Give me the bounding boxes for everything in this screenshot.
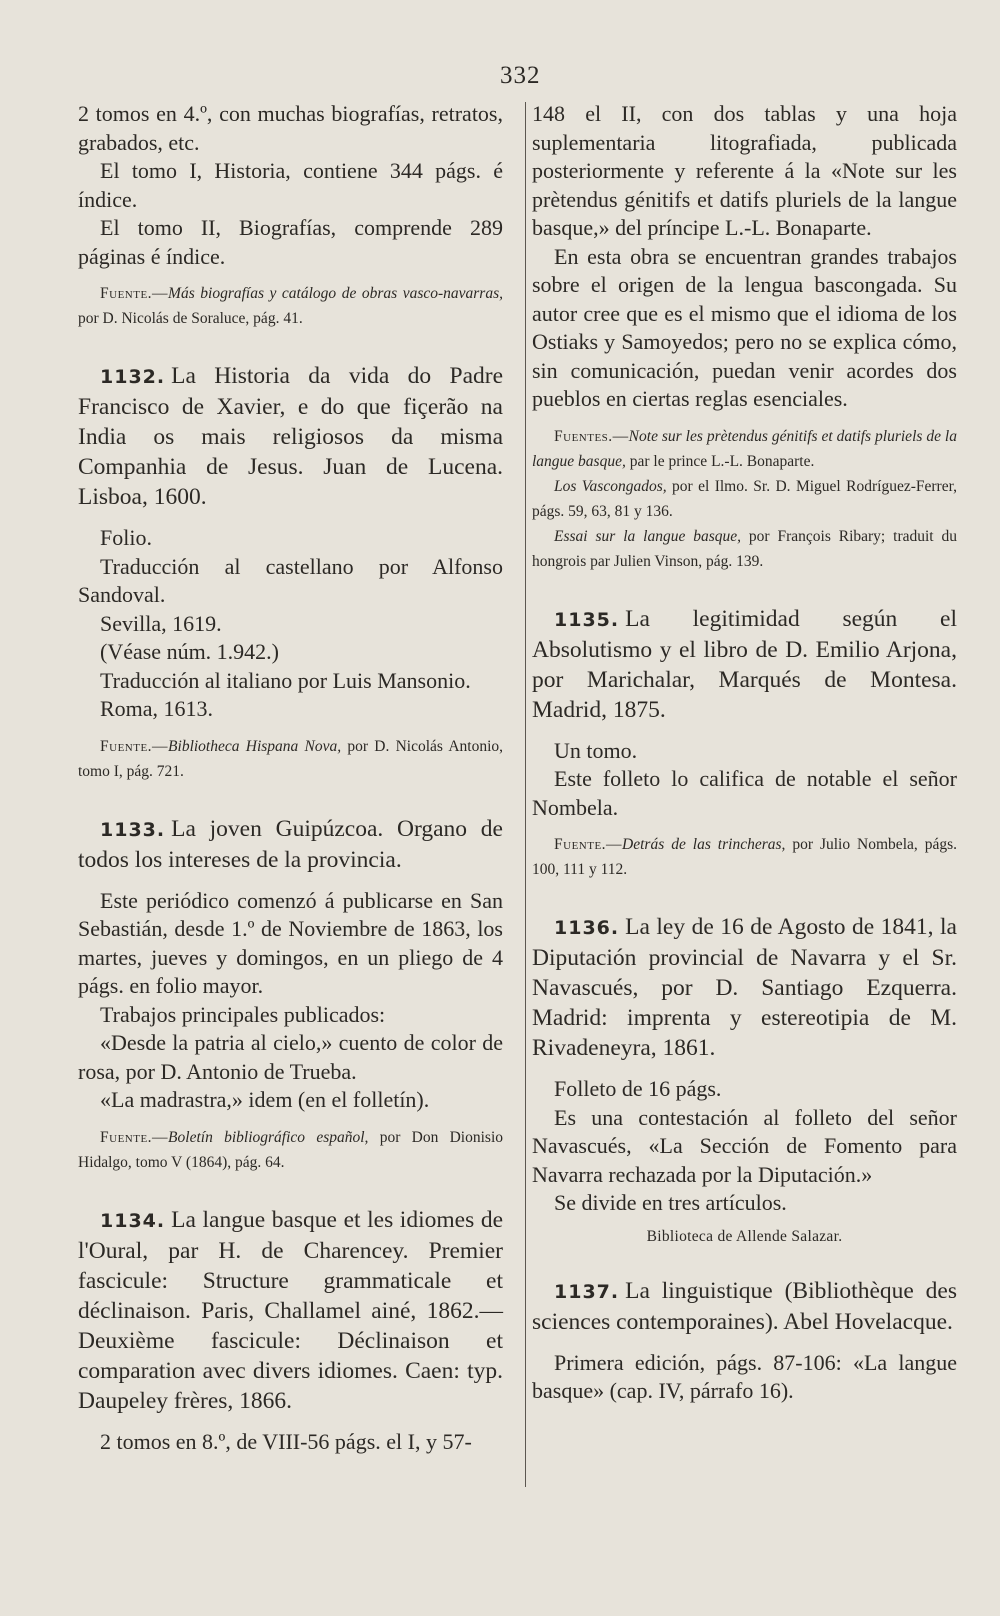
paragraph: «Desde la patria al cielo,» cuento de color de rosa, por D. Antonio de Trueba. <box>78 1030 503 1084</box>
column-divider <box>525 102 526 1487</box>
paragraph: 148 el II, con dos tablas y una hoja suplementaria litografiada, publicada posteriormente y referente á la «Note sur les prètendus génitifs et datifs pluriels de la langue basque,» del príncipe L.-L. Bonaparte. <box>532 101 957 240</box>
entry-1134: 1134. La langue basque et les idiomes de l'Oural, par H. de Charencey. Premier fascicule: Structure grammaticale et déclinaison. Paris, Challamel ainé, 1862.—Deuxième fascicule: Déclinaison et comparation avec divers idiomes. Caen: typ. Daupeley frères, 1866. <box>78 1206 503 1414</box>
right-column <box>532 100 957 1406</box>
entry-1135: 1135. La legitimidad según el Absolutismo y el libro de D. Emilio Arjona, por Marichalar, Marqués de Montesa. Madrid, 1875. <box>532 605 957 723</box>
entry-1133: 1133. La joven Guipúzcoa. Organo de todos los intereses de la provincia. <box>78 815 503 873</box>
source-note: Los Vascongados, por el Ilmo. Sr. D. Miguel Rodríguez-Ferrer, págs. 59, 63, 81 y 136. <box>532 477 957 520</box>
left-column <box>78 100 503 1456</box>
paragraph: Traducción al italiano por Luis Mansonio. <box>100 667 471 693</box>
paragraph: 2 tomos en 4.º, con muchas biografías, retratos, grabados, etc. <box>78 101 503 155</box>
paragraph: Folleto de 16 págs. <box>554 1076 722 1101</box>
entry-1132: 1132. La Historia da vida do Padre Francisco de Xavier, e do que fiçerão na India os mais religiosos da misma Companhia de Jesus. Juan de Lucena. Lisboa, 1600. <box>78 363 503 510</box>
source-note: Fuente.—Bibliotheca Hispana Nova, por D. Nicolás Antonio, tomo I, pág. 721. <box>78 737 504 780</box>
paragraph: El tomo II, Biografías, comprende 289 páginas é índice. <box>78 215 503 269</box>
paragraph: El tomo I, Historia, contiene 344 págs. é índice. <box>78 158 503 212</box>
source-note: Fuente.—Detrás de las trincheras, por Julio Nombela, págs. 100, 111 y 112. <box>532 836 957 878</box>
paragraph: Sevilla, 1619. <box>100 610 222 636</box>
paragraph: Trabajos principales publicados: <box>100 1001 386 1027</box>
paragraph: Este periódico comenzó á publicarse en San Sebastián, desde 1.º de Noviembre de 1863, los martes, jueves y domingos, en un pliego de 4 págs. en folio mayor. <box>78 887 503 998</box>
page-number: 332 <box>500 62 541 89</box>
source-note: Fuentes.—Note sur les prètendus génitifs et datifs pluriels de la langue basque, par le prince L.-L. Bonaparte. <box>532 427 957 470</box>
paragraph: «La madrastra,» idem (en el folletín). <box>100 1087 430 1112</box>
paragraph: En esta obra se encuentran grandes trabajos sobre el origen de la lengua bascongada. Su autor cree que es el mismo que el idioma de los Ostiaks y Samoyedos; pero no se explica cómo, sin comunicación, puedan venir acordes dos pueblos en ciertas reglas esenciales. <box>532 243 957 411</box>
paragraph: Traducción al castellano por Alfonso Sandoval. <box>78 553 503 607</box>
paragraph: Es una contestación al folleto del señor Navascués, «La Sección de Fomento para Navarra rechazada por la Diputación.» <box>532 1104 957 1187</box>
paragraph: (Véase núm. 1.942.) <box>100 639 280 664</box>
source-note: Fuente.—Más biografías y catálogo de obras vasco-navarras, por D. Nicolás de Soraluce, pág. 41. <box>78 285 503 327</box>
entry-1136: 1136. La ley de 16 de Agosto de 1841, la Diputación provincial de Navarra y el Sr. Navascués, por D. Santiago Ezquerra. Madrid: imprenta y estereotipia de M. Rivadeneyra, 1861. <box>532 914 957 1061</box>
source-note: Fuente.—Boletín bibliográfico español, por Don Dionisio Hidalgo, tomo V (1864), pág. 64. <box>78 1128 504 1171</box>
paragraph: Roma, 1613. <box>100 696 214 721</box>
paragraph: Este folleto lo califica de notable el señor Nombela. <box>532 766 957 820</box>
source-note: Essai sur la langue basque, por François Ribary; traduit du hongrois par Julien Vinson, pág. 139. <box>532 527 957 570</box>
paragraph: Un tomo. <box>554 737 638 763</box>
paragraph: Primera edición, págs. 87-106: «La langue basque» (cap. IV, párrafo 16). <box>532 1349 957 1403</box>
paragraph: Se divide en tres artículos. <box>554 1190 787 1215</box>
paragraph: Folio. <box>100 525 152 550</box>
entry-1137: 1137. La linguistique (Bibliothèque des sciences contemporaines). Abel Hovelacque. <box>532 1277 957 1335</box>
library-note: Biblioteca de Allende Salazar. <box>646 1227 843 1245</box>
paragraph: 2 tomos en 8.º, de VIII-56 págs. el I, y 57- <box>100 1428 472 1454</box>
